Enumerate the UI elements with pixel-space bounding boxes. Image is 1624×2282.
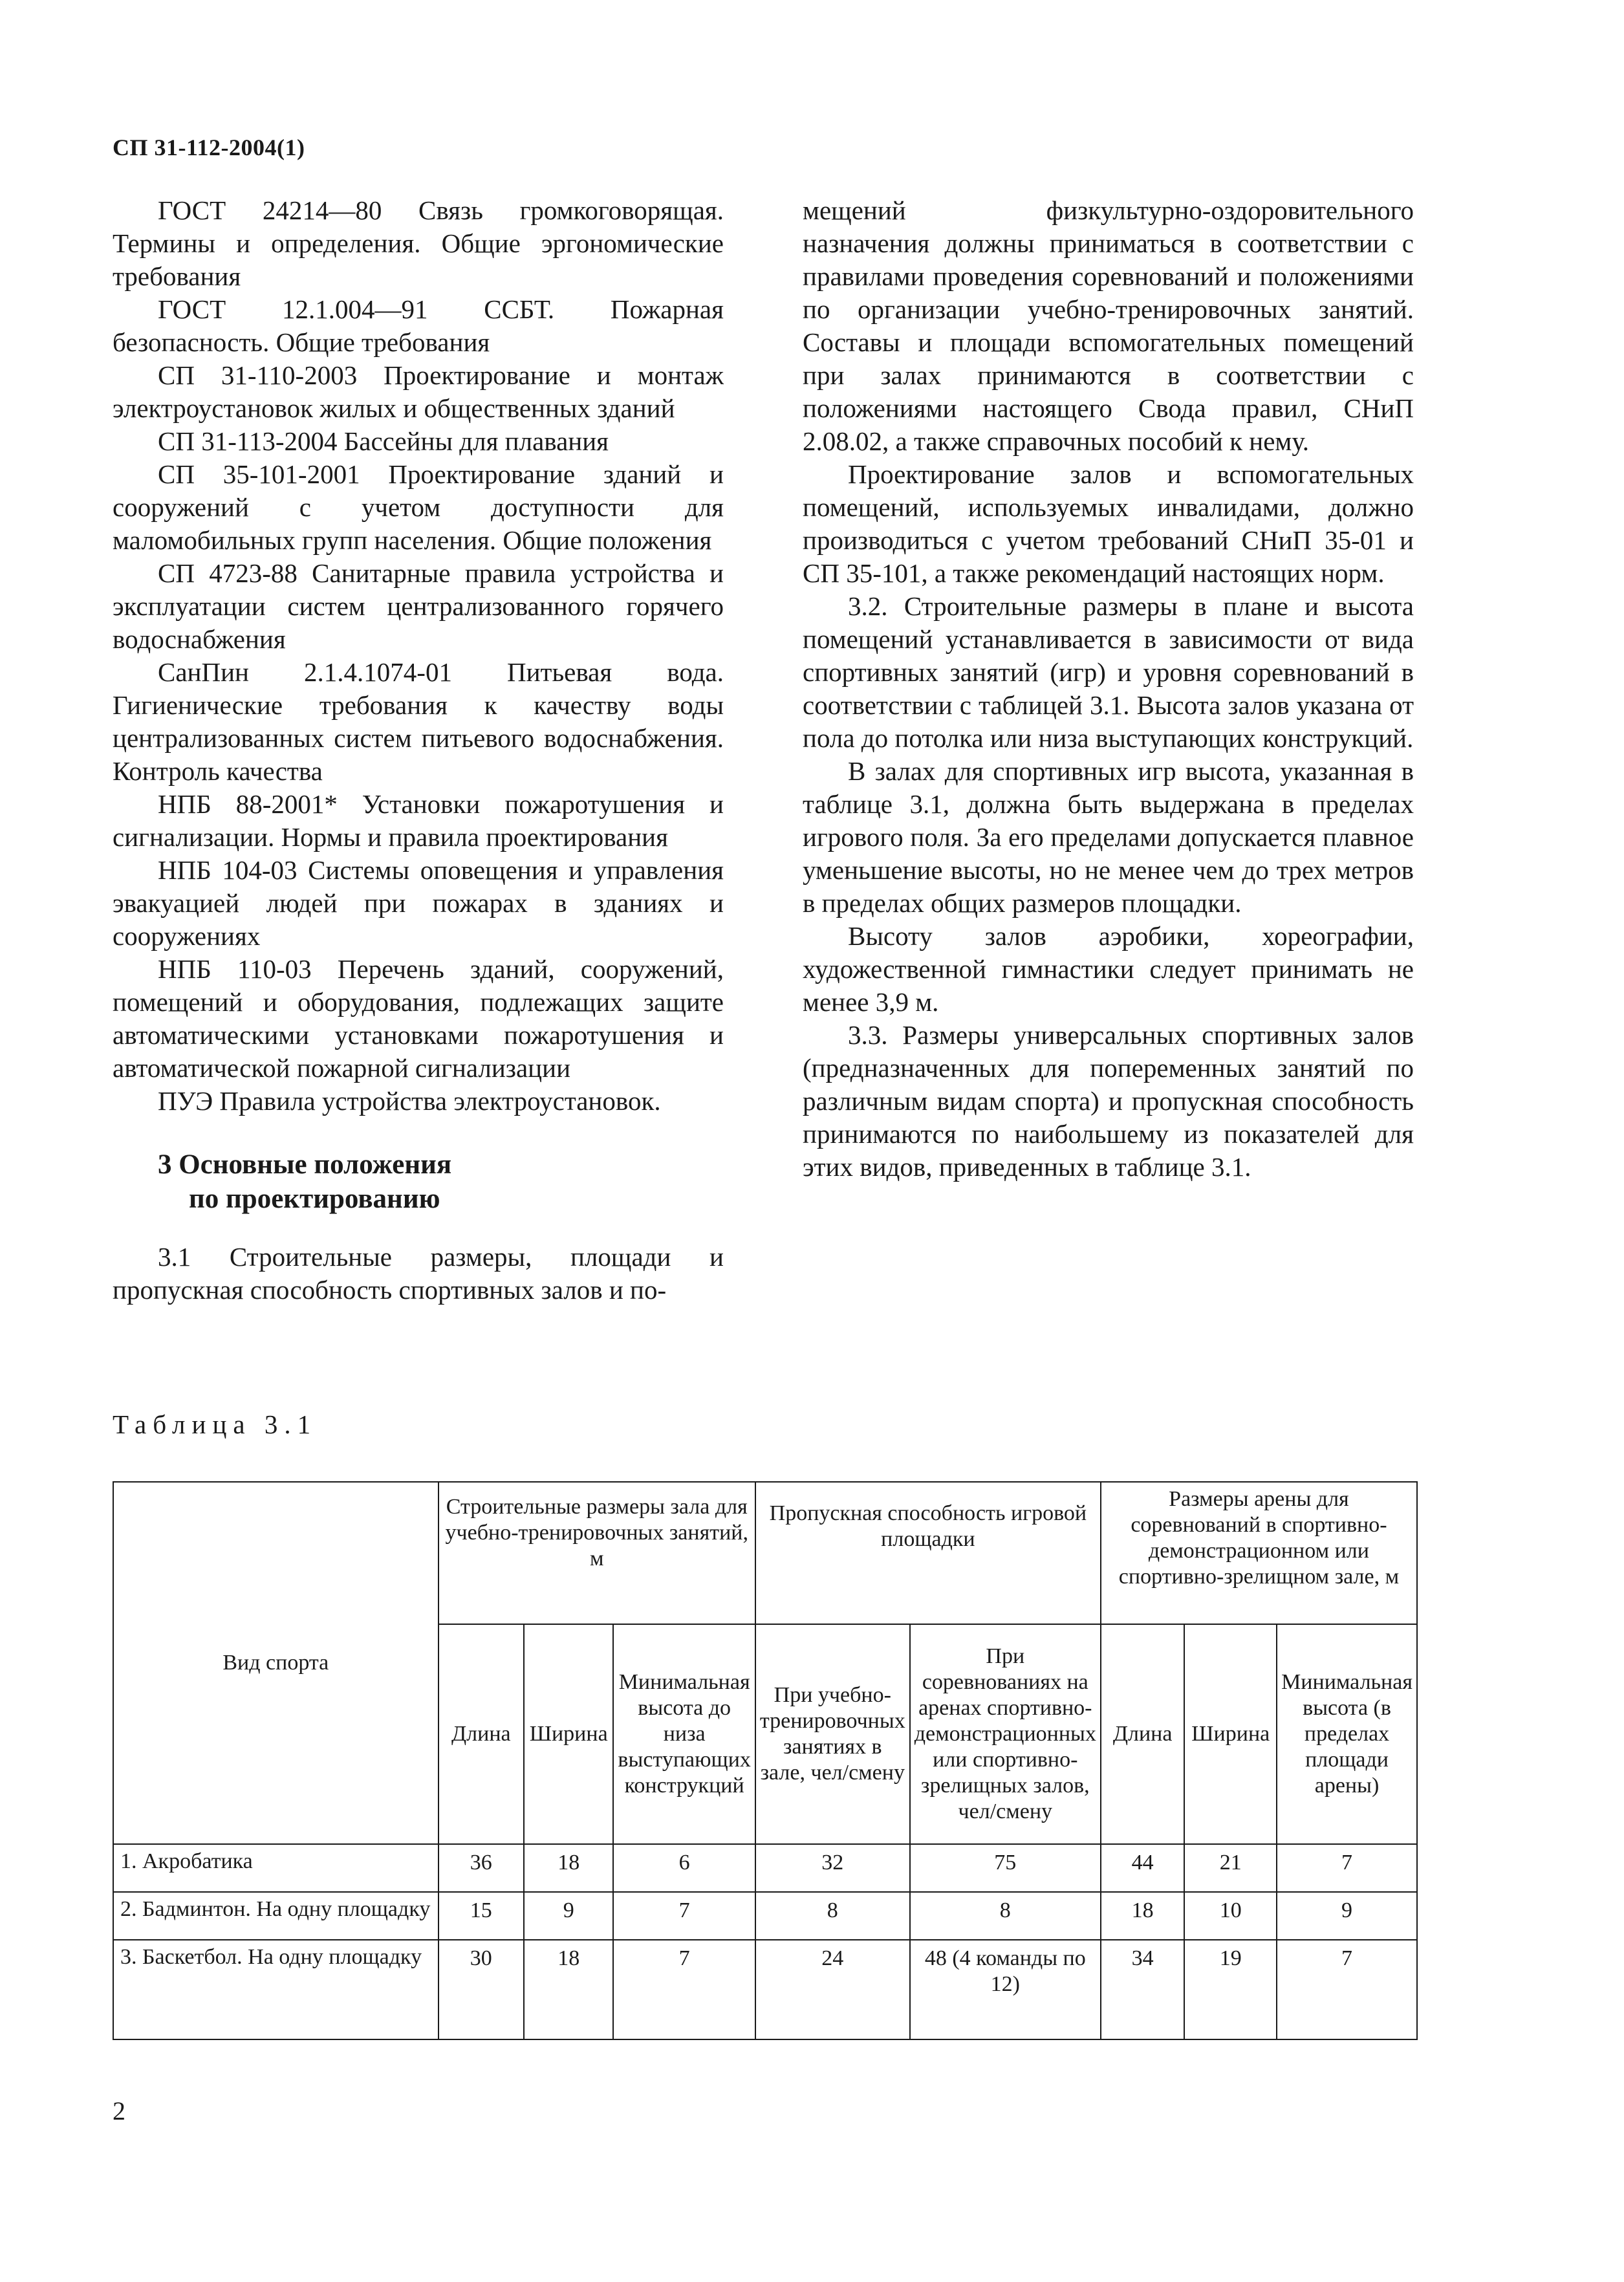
cell-sport: 1. Акробатика — [113, 1844, 438, 1892]
running-header: СП 31-112-2004(1) — [113, 135, 305, 160]
header-min-height: Минимальная высота до низа выступающих конструкций — [613, 1624, 755, 1844]
paragraph-3-3: 3.3. Размеры универсальных спортивных залов (предназначенных для попеременных занятий по различным видам спорта) и пропускная способность принимаются по наибольшему из показателей для этих видов, приведенных в таблице 3.1. — [803, 1020, 1414, 1182]
reference-item: ГОСТ 12.1.004—91 ССБТ. Пожарная безопасность. Общие требования — [113, 294, 724, 357]
cell-width: 18 — [524, 1844, 613, 1892]
reference-item: ГОСТ 24214—80 Связь громкоговорящая. Термины и определения. Общие эргономические требования — [113, 195, 724, 291]
cell-width: 18 — [524, 1940, 613, 2039]
header-arena-dimensions: Размеры арены для соревнований в спортивно-демонстрационном или спортивно-зрелищном зале, м — [1101, 1482, 1417, 1624]
reference-item: НПБ 110-03 Перечень зданий, сооружений, помещений и оборудования, подлежащих защите автоматическими установками пожаротушения и автоматической пожарной сигнализации — [113, 954, 724, 1083]
paragraph-aerobics-height: Высоту залов аэробики, хореографии, художественной гимнастики следует принимать не менее 3,9 м. — [803, 921, 1414, 1017]
cell-arena-length: 18 — [1101, 1892, 1185, 1940]
reference-item: СП 31-113-2004 Бассейны для плавания — [158, 426, 609, 456]
reference-item: СП 35-101-2001 Проектирование зданий и сооружений с учетом доступности для маломобильных групп населения. Общие положения — [113, 459, 724, 555]
table-row — [113, 1892, 1417, 1940]
cell-length: 30 — [438, 1940, 524, 2039]
paragraph-3-2: 3.2. Строительные размеры в плане и высота помещений устанавливается в зависимости от вида спортивных занятий (игр) и уровня соревнований в соответствии с таблицей 3.1. Высота залов указана от пола до потолка или низа выступающих конструкций. — [803, 591, 1414, 753]
cell-capacity-competition: 8 — [910, 1892, 1101, 1940]
cell-arena-width: 10 — [1184, 1892, 1277, 1940]
header-training-dimensions: Строительные размеры зала для учебно-тренировочных занятий, м — [438, 1482, 755, 1624]
reference-item: НПБ 104-03 Системы оповещения и управления эвакуацией людей при пожарах в зданиях и сооружениях — [113, 855, 724, 951]
right-column — [803, 194, 1414, 1184]
page-number: 2 — [113, 2096, 125, 2125]
cell-capacity-training: 24 — [755, 1940, 910, 2039]
paragraph-3-1-continued: мещений физкультурно-оздоровительного назначения должны приниматься в соответствии с правилами проведения соревнований и положениями по организации учебно-тренировочных занятий. Составы и площади вспомогательных помещений при залах принимаются в соответствии с положениями настоящего Свода правил, СНиП 2.08.02, а также справочных пособий к нему. — [803, 195, 1414, 456]
cell-capacity-competition: 48 (4 команды по 12) — [910, 1940, 1101, 2039]
reference-item: НПБ 88-2001* Установки пожаротушения и сигнализации. Нормы и правила проектирования — [113, 789, 724, 852]
cell-sport: 2. Бадминтон. На одну площадку — [113, 1892, 438, 1940]
reference-item: СП 31-110-2003 Проектирование и монтаж электроустановок жилых и общественных зданий — [113, 360, 724, 423]
table-row — [113, 1940, 1417, 2039]
cell-arena-width: 21 — [1184, 1844, 1277, 1892]
cell-capacity-training: 8 — [755, 1892, 910, 1940]
cell-height: 6 — [613, 1844, 755, 1892]
cell-sport: 3. Баскетбол. На одну площадку — [113, 1940, 438, 2039]
section-heading — [158, 1147, 724, 1216]
table-caption: Таблица 3.1 — [113, 1409, 318, 1439]
header-sport: Вид спорта — [113, 1482, 438, 1844]
header-arena-width: Ширина — [1184, 1624, 1277, 1844]
paragraph-3-1: 3.1 Строительные размеры, площади и пропускная способность спортивных залов и по- — [113, 1242, 724, 1305]
reference-item: СанПин 2.1.4.1074-01 Питьевая вода. Гигиенические требования к качеству воды централизованных систем питьевого водоснабжения. Контроль качества — [113, 657, 724, 786]
cell-arena-height: 7 — [1277, 1844, 1417, 1892]
sports-hall-table — [113, 1481, 1418, 2040]
header-arena-length: Длина — [1101, 1624, 1185, 1844]
paragraph-disabled-access: Проектирование залов и вспомогательных помещений, используемых инвалидами, должно производиться с учетом требований СНиП 35-01 и СП 35-101, а также рекомендаций настоящих норм. — [803, 459, 1414, 588]
header-capacity-competition: При соревнованиях на аренах спортивно-демонстрационных или спортивно-зрелищных залов, чел/смену — [910, 1624, 1101, 1844]
section-heading-line: по проектированию — [189, 1184, 440, 1214]
cell-arena-width: 19 — [1184, 1940, 1277, 2039]
reference-item: СП 4723-88 Санитарные правила устройства и эксплуатации систем централизованного горячего водоснабжения — [113, 558, 724, 654]
header-capacity-training: При учебно-тренировочных занятиях в зале, чел/смену — [755, 1624, 910, 1844]
cell-capacity-training: 32 — [755, 1844, 910, 1892]
cell-length: 36 — [438, 1844, 524, 1892]
cell-height: 7 — [613, 1940, 755, 2039]
header-capacity: Пропускная способность игровой площадки — [755, 1482, 1101, 1624]
cell-length: 15 — [438, 1892, 524, 1940]
reference-item: ПУЭ Правила устройства электроустановок. — [158, 1086, 661, 1116]
cell-arena-length: 44 — [1101, 1844, 1185, 1892]
cell-arena-height: 7 — [1277, 1940, 1417, 2039]
cell-arena-height: 9 — [1277, 1892, 1417, 1940]
table-row — [113, 1844, 1417, 1892]
cell-width: 9 — [524, 1892, 613, 1940]
cell-capacity-competition: 75 — [910, 1844, 1101, 1892]
header-length: Длина — [438, 1624, 524, 1844]
header-arena-min-height: Минимальная высота (в пределах площади арены) — [1277, 1624, 1417, 1844]
cell-arena-length: 34 — [1101, 1940, 1185, 2039]
section-heading-line: 3 Основные положения — [158, 1149, 452, 1180]
header-width: Ширина — [524, 1624, 613, 1844]
left-column — [113, 194, 724, 1307]
paragraph-games-height: В залах для спортивных игр высота, указанная в таблице 3.1, должна быть выдержана в пределах игрового поля. За его пределами допускается плавное уменьшение высоты, но не менее чем до трех метров в пределах общих размеров площадки. — [803, 756, 1414, 918]
cell-height: 7 — [613, 1892, 755, 1940]
